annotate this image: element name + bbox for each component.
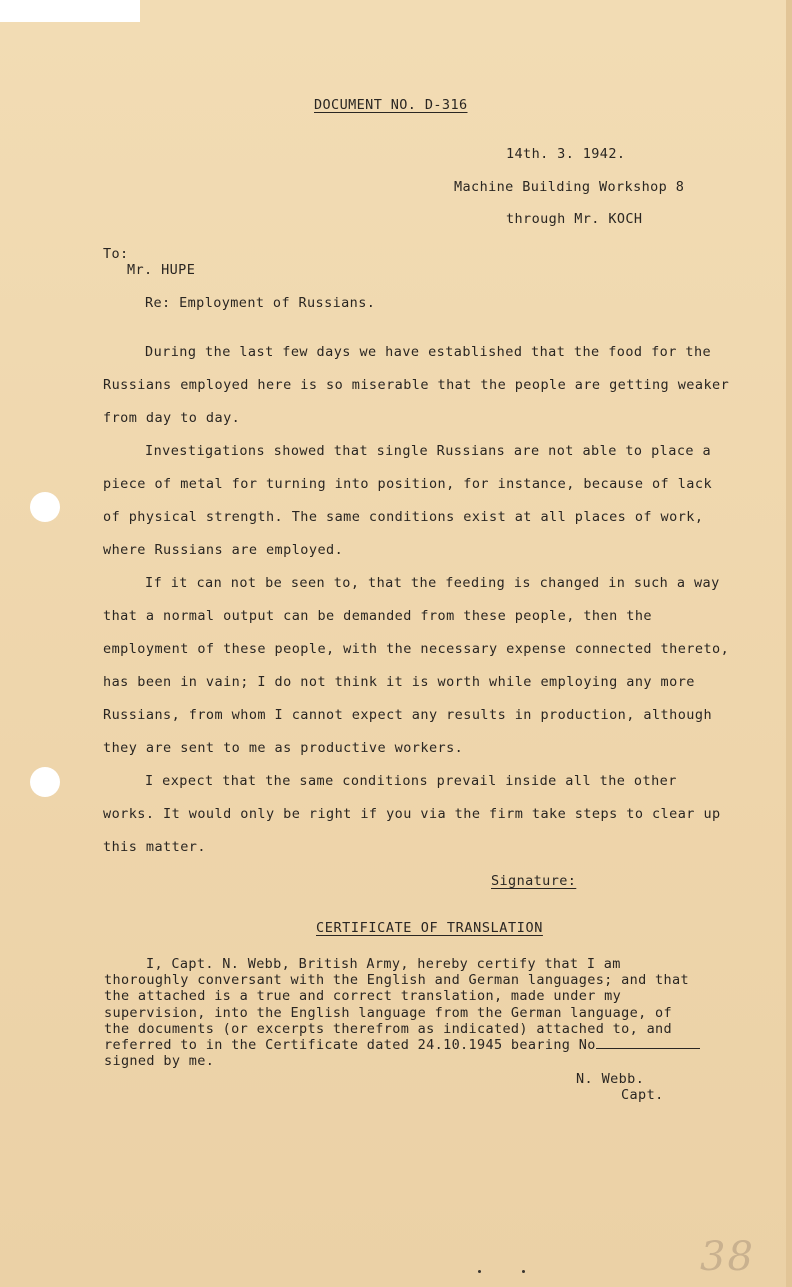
certificate-text-end: signed by me. [104,1053,215,1070]
scan-dot [522,1270,525,1273]
document-number: DOCUMENT NO. D-316 [314,97,468,113]
body-paragraph-4: I expect that the same conditions prevail inside all the other works. It would only be right if you via the firm take steps to clear up this matter. [103,773,721,855]
sender-via: through Mr. KOCH [506,211,643,227]
letter-date: 14th. 3. 1942. [506,146,626,162]
sender-department: Machine Building Workshop 8 [454,179,685,195]
scan-dot [478,1270,481,1273]
letter-body [103,336,733,864]
certificate-body [104,956,704,1069]
to-label: To: [103,246,129,262]
body-paragraph-2: Investigations showed that single Russians are not able to place a piece of metal for turning into position, for instance, because of lack of physical strength. The same conditions exist at all places of work, where Russians are employed. [103,443,713,558]
page-edge [786,0,792,1287]
blank-number-line [596,1038,700,1049]
signature-label: Signature: [491,873,577,889]
signer-rank: Capt. [621,1087,664,1103]
subject-line: Re: Employment of Russians. [145,295,376,311]
body-paragraph-1: During the last few days we have established that the food for the Russians employed here is so miserable that the people are getting weaker from day to day. [103,344,730,426]
certificate-text: I, Capt. N. Webb, British Army, hereby certify that I am thoroughly conversant with the English and German languages; and that the attached is a true and correct translation, made under my supervision, into the English language from the German language, of the documents (or excerpts therefrom as indicated) attached to, and referred to in the Certificate dated 24.10.1945 bearing No [104,956,689,1054]
scan-corner [0,0,140,22]
punch-hole-upper [30,492,60,522]
body-paragraph-3: If it can not be seen to, that the feeding is changed in such a way that a normal output can be demanded from these people, then the employment of these people, with the necessary expense connected thereto, has been in vain; I do not think it is worth while employing any more Russians, from whom I cannot expect any results in production, although they are sent to me as productive workers. [103,575,730,756]
page-number: 38 [700,1234,755,1280]
punch-hole-lower [30,767,60,797]
addressee-name: Mr. HUPE [127,262,196,278]
signer-name: N. Webb. [576,1071,645,1087]
certificate-heading: CERTIFICATE OF TRANSLATION [316,920,543,936]
